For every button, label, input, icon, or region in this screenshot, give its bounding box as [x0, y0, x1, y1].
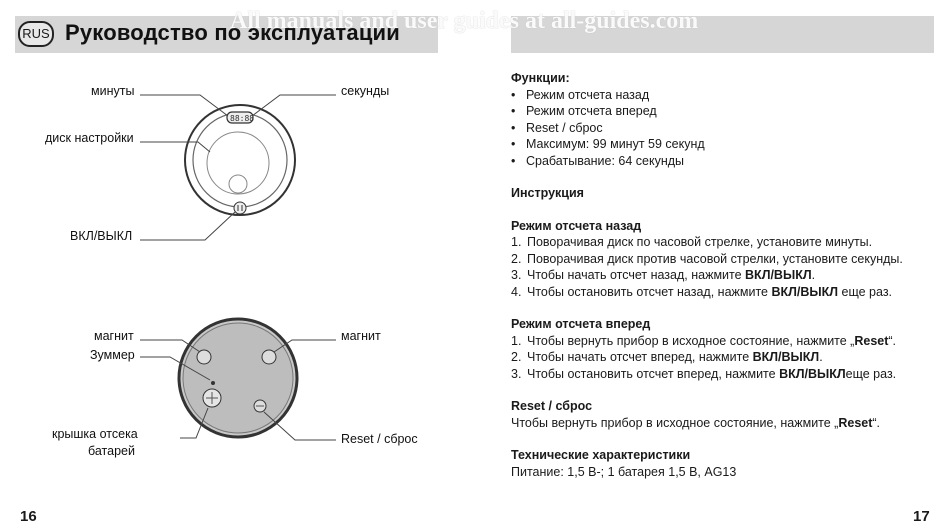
list-item: 2. Чтобы начать отсчет вперед, нажмите ВКЛ/ВЫКЛ. [511, 350, 823, 364]
countup-heading: Режим отсчета вперед [511, 317, 651, 331]
specs-heading: Технические характеристики [511, 448, 691, 462]
label-magnet-left: магнит [94, 329, 134, 343]
timer-front-diagram [185, 105, 295, 215]
label-dial: диск настройки [45, 131, 134, 145]
list-item: 4. Чтобы остановить отсчет назад, нажмите ВКЛ/ВЫКЛ еще раз. [511, 284, 893, 299]
countup-steps [511, 333, 931, 383]
page-number-left: 16 [20, 508, 37, 525]
countdown-heading: Режим отсчета назад [511, 218, 642, 233]
instructions-column [511, 70, 931, 480]
magnet-right-icon [262, 350, 276, 364]
buzzer-icon [211, 381, 215, 385]
list-item: 3. Чтобы начать отсчет назад, нажмите ВКЛ/ВЫКЛ. [511, 268, 816, 282]
page-number-right: 17 [913, 508, 930, 525]
reset-text: Чтобы вернуть прибор в исходное состояние, нажмите „Reset“. [511, 415, 881, 430]
label-seconds: секунды [341, 84, 390, 98]
label-battery-cover-line1: крышка отсека [52, 427, 138, 441]
label-minutes: минуты [91, 84, 135, 98]
page-title: Руководство по эксплуатации [65, 20, 401, 45]
list-item: 1. Чтобы вернуть прибор в исходное состояние, нажмите „Reset“. [511, 333, 897, 348]
on-off-button-icon [234, 202, 246, 214]
list-item: • Срабатывание: 64 секунды [511, 153, 931, 170]
svg-text:88:88: 88:88 [230, 114, 255, 123]
language-badge: RUS [18, 21, 54, 47]
specs-text: Питание: 1,5 В-; 1 батарея 1,5 В, AG13 [511, 464, 737, 479]
countdown-steps [511, 234, 931, 300]
list-item: • Reset / сброс [511, 120, 931, 137]
label-on-off: ВКЛ/ВЫКЛ [70, 229, 133, 243]
list-item: 1. Поворачивая диск по часовой стрелке, установите минуты. [511, 235, 873, 249]
functions-heading: Функции: [511, 71, 570, 85]
label-magnet-right: магнит [341, 329, 381, 343]
label-buzzer: Зуммер [90, 348, 135, 362]
label-battery-cover-line2: батарей [88, 444, 135, 458]
functions-list [511, 87, 931, 170]
timer-back-diagram [179, 319, 297, 437]
list-item: • Режим отсчета вперед [511, 103, 931, 120]
watermark-text: All manuals and user guides at all-guides.com [230, 8, 699, 34]
reset-heading: Reset / сброс [511, 399, 593, 413]
list-item: 2. Поворачивая диск против часовой стрелки, установите секунды. [511, 251, 903, 266]
magnet-left-icon [197, 350, 211, 364]
list-item: • Максимум: 99 минут 59 секунд [511, 136, 931, 153]
list-item: 3. Чтобы остановить отсчет вперед, нажмите ВКЛ/ВЫКЛеще раз. [511, 366, 897, 381]
label-reset: Reset / сброс [341, 432, 418, 446]
list-item: • Режим отсчета назад [511, 87, 931, 104]
instruction-heading: Инструкция [511, 186, 584, 200]
